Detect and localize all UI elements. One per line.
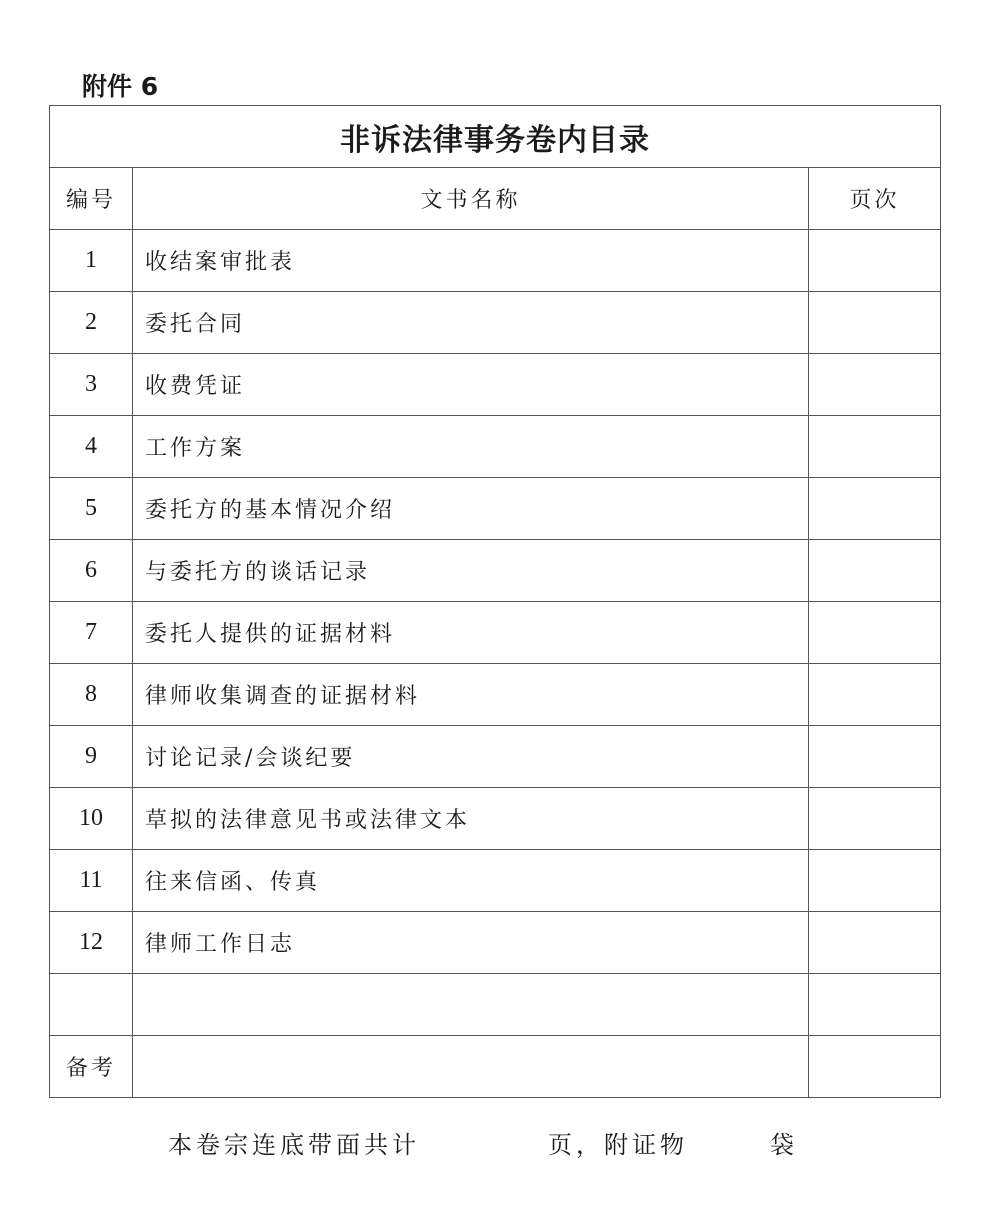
row-document-name: 委托方的基本情况介绍: [133, 478, 809, 540]
row-pages[interactable]: [809, 416, 941, 478]
header-number: 编号: [50, 168, 133, 230]
attachment-label: 附件 6: [82, 72, 159, 101]
row-number: 10: [50, 788, 133, 850]
row-number: 11: [50, 850, 133, 912]
row-pages[interactable]: [809, 602, 941, 664]
catalog-table: [49, 105, 941, 1098]
footer-total-pages-text: 本卷宗连底带面共计: [168, 1131, 420, 1159]
table-row: [50, 540, 941, 602]
row-document-name: 律师工作日志: [133, 912, 809, 974]
header-row: [50, 168, 941, 230]
table-row: [50, 726, 941, 788]
table-row: [50, 230, 941, 292]
row-pages[interactable]: [809, 974, 941, 1036]
row-document-name: 往来信函、传真: [133, 850, 809, 912]
row-pages[interactable]: [809, 354, 941, 416]
table-title: 非诉法律事务卷内目录: [50, 106, 941, 168]
table-row: [50, 292, 941, 354]
table-row: [50, 602, 941, 664]
row-pages[interactable]: [809, 850, 941, 912]
footer-statement: [168, 1125, 798, 1160]
row-pages[interactable]: [809, 726, 941, 788]
row-pages[interactable]: [809, 478, 941, 540]
table-row: [50, 912, 941, 974]
row-number: 1: [50, 230, 133, 292]
row-number: 5: [50, 478, 133, 540]
title-row: [50, 106, 941, 168]
row-number[interactable]: [50, 974, 133, 1036]
table-row: [50, 478, 941, 540]
row-document-name: 委托合同: [133, 292, 809, 354]
header-document-name: 文书名称: [133, 168, 809, 230]
footer-evidence-text: 页，附证物: [548, 1131, 688, 1159]
row-document-name: 与委托方的谈话记录: [133, 540, 809, 602]
table-row: [50, 788, 941, 850]
remarks-row: [50, 1036, 941, 1098]
remarks-pages[interactable]: [809, 1036, 941, 1098]
row-number: 3: [50, 354, 133, 416]
row-number: 2: [50, 292, 133, 354]
footer-bags-text: 袋: [770, 1131, 798, 1159]
row-number: 7: [50, 602, 133, 664]
row-pages[interactable]: [809, 912, 941, 974]
table-row: [50, 664, 941, 726]
row-number: 4: [50, 416, 133, 478]
table-row-blank: [50, 974, 941, 1036]
row-document-name: 草拟的法律意见书或法律文本: [133, 788, 809, 850]
row-pages[interactable]: [809, 540, 941, 602]
row-pages[interactable]: [809, 788, 941, 850]
row-pages[interactable]: [809, 230, 941, 292]
row-document-name: 讨论记录/会谈纪要: [133, 726, 809, 788]
row-document-name: 收费凭证: [133, 354, 809, 416]
remarks-label: 备考: [50, 1036, 133, 1098]
row-number: 12: [50, 912, 133, 974]
row-document-name: 工作方案: [133, 416, 809, 478]
table-row: [50, 416, 941, 478]
table-row: [50, 850, 941, 912]
row-pages[interactable]: [809, 292, 941, 354]
table-row: [50, 354, 941, 416]
row-document-name: 律师收集调查的证据材料: [133, 664, 809, 726]
row-number: 6: [50, 540, 133, 602]
row-pages[interactable]: [809, 664, 941, 726]
remarks-content[interactable]: [133, 1036, 809, 1098]
row-number: 9: [50, 726, 133, 788]
row-document-name: 委托人提供的证据材料: [133, 602, 809, 664]
row-number: 8: [50, 664, 133, 726]
row-document-name: 收结案审批表: [133, 230, 809, 292]
row-document-name[interactable]: [133, 974, 809, 1036]
header-pages: 页次: [809, 168, 941, 230]
